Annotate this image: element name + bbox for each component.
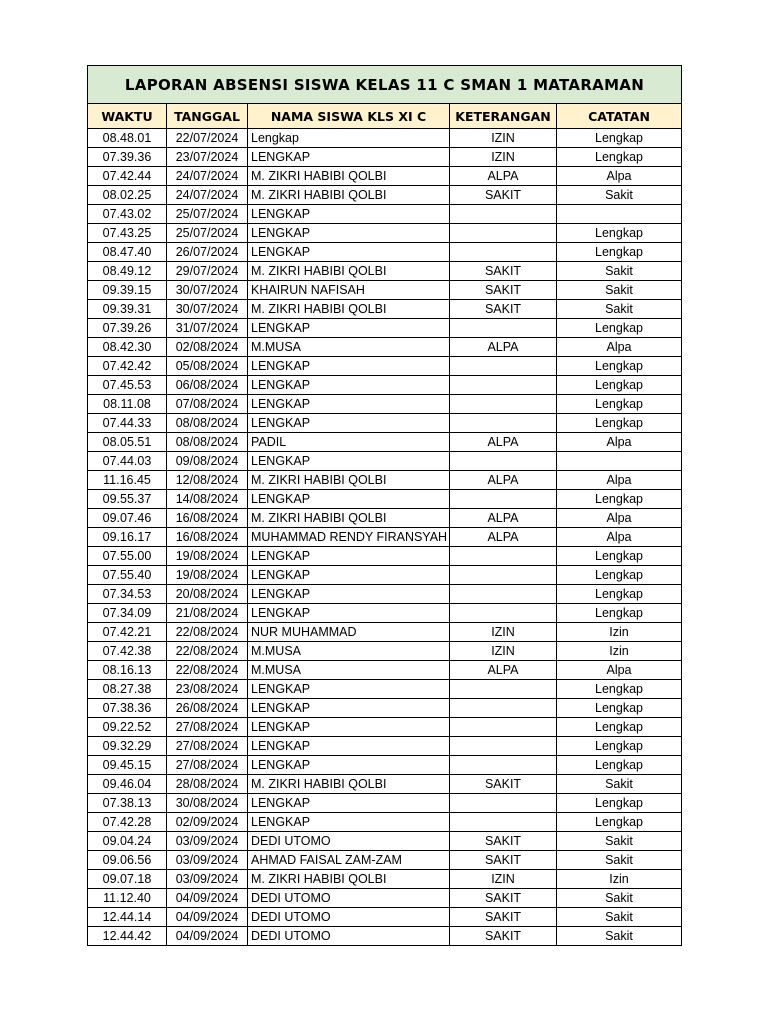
table-row: [88, 471, 682, 490]
note-cell[interactable]: Lengkap: [557, 129, 682, 148]
time-cell[interactable]: 08.42.30: [88, 338, 167, 357]
table-row: [88, 813, 682, 832]
status-cell[interactable]: ALPA: [450, 471, 557, 490]
table-row: [88, 794, 682, 813]
note-cell[interactable]: Lengkap: [557, 756, 682, 775]
date-cell[interactable]: 19/08/2024: [167, 566, 248, 585]
time-cell[interactable]: 07.39.26: [88, 319, 167, 338]
student-name-cell[interactable]: KHAIRUN NAFISAH: [248, 281, 450, 300]
note-cell[interactable]: Lengkap: [557, 566, 682, 585]
student-name-cell[interactable]: LENGKAP: [248, 699, 450, 718]
note-cell[interactable]: Lengkap: [557, 680, 682, 699]
table-row: [88, 224, 682, 243]
note-cell[interactable]: Lengkap: [557, 737, 682, 756]
status-cell[interactable]: SAKIT: [450, 300, 557, 319]
date-cell[interactable]: 31/07/2024: [167, 319, 248, 338]
status-cell[interactable]: SAKIT: [450, 281, 557, 300]
student-name-cell[interactable]: Lengkap: [248, 129, 450, 148]
time-cell[interactable]: 09.07.18: [88, 870, 167, 889]
time-cell[interactable]: 09.46.04: [88, 775, 167, 794]
note-cell[interactable]: Sakit: [557, 927, 682, 946]
note-cell[interactable]: Lengkap: [557, 585, 682, 604]
student-name-cell[interactable]: LENGKAP: [248, 813, 450, 832]
time-cell[interactable]: 09.32.29: [88, 737, 167, 756]
date-cell[interactable]: 14/08/2024: [167, 490, 248, 509]
time-cell[interactable]: 09.39.31: [88, 300, 167, 319]
status-cell[interactable]: [450, 566, 557, 585]
table-row: [88, 680, 682, 699]
student-name-cell[interactable]: LENGKAP: [248, 224, 450, 243]
status-cell[interactable]: ALPA: [450, 338, 557, 357]
time-cell[interactable]: 09.16.17: [88, 528, 167, 547]
date-cell[interactable]: 30/07/2024: [167, 281, 248, 300]
time-cell[interactable]: 07.43.25: [88, 224, 167, 243]
status-cell[interactable]: [450, 794, 557, 813]
table-row: [88, 357, 682, 376]
table-row: [88, 832, 682, 851]
date-cell[interactable]: 25/07/2024: [167, 224, 248, 243]
status-cell[interactable]: IZIN: [450, 129, 557, 148]
status-cell[interactable]: SAKIT: [450, 908, 557, 927]
time-cell[interactable]: 07.42.38: [88, 642, 167, 661]
table-row: [88, 376, 682, 395]
time-cell[interactable]: 08.47.40: [88, 243, 167, 262]
note-cell[interactable]: Lengkap: [557, 357, 682, 376]
time-cell[interactable]: 08.27.38: [88, 680, 167, 699]
note-cell[interactable]: Lengkap: [557, 604, 682, 623]
note-cell[interactable]: Lengkap: [557, 718, 682, 737]
date-cell[interactable]: 09/08/2024: [167, 452, 248, 471]
note-cell[interactable]: Izin: [557, 870, 682, 889]
student-name-cell[interactable]: LENGKAP: [248, 243, 450, 262]
time-cell[interactable]: 07.55.40: [88, 566, 167, 585]
table-row: [88, 908, 682, 927]
student-name-cell[interactable]: LENGKAP: [248, 718, 450, 737]
status-cell[interactable]: [450, 452, 557, 471]
note-cell[interactable]: Lengkap: [557, 699, 682, 718]
status-cell[interactable]: IZIN: [450, 623, 557, 642]
status-cell[interactable]: [450, 718, 557, 737]
note-cell[interactable]: Alpa: [557, 471, 682, 490]
table-row: [88, 642, 682, 661]
date-cell[interactable]: 06/08/2024: [167, 376, 248, 395]
table-row: [88, 889, 682, 908]
note-cell[interactable]: Alpa: [557, 509, 682, 528]
table-row: [88, 547, 682, 566]
note-cell[interactable]: Sakit: [557, 851, 682, 870]
student-name-cell[interactable]: DEDI UTOMO: [248, 927, 450, 946]
date-cell[interactable]: 04/09/2024: [167, 927, 248, 946]
date-cell[interactable]: 24/07/2024: [167, 186, 248, 205]
column-header-nama-siswa[interactable]: NAMA SISWA KLS XI C: [248, 104, 450, 129]
date-cell[interactable]: 27/08/2024: [167, 756, 248, 775]
note-cell[interactable]: Alpa: [557, 528, 682, 547]
table-row: [88, 927, 682, 946]
date-cell[interactable]: 02/08/2024: [167, 338, 248, 357]
status-cell[interactable]: IZIN: [450, 870, 557, 889]
table-row: [88, 661, 682, 680]
time-cell[interactable]: 07.39.36: [88, 148, 167, 167]
date-cell[interactable]: 22/08/2024: [167, 642, 248, 661]
table-row: [88, 737, 682, 756]
student-name-cell[interactable]: LENGKAP: [248, 547, 450, 566]
student-name-cell[interactable]: LENGKAP: [248, 737, 450, 756]
student-name-cell[interactable]: DEDI UTOMO: [248, 832, 450, 851]
time-cell[interactable]: 12.44.42: [88, 927, 167, 946]
status-cell[interactable]: IZIN: [450, 642, 557, 661]
student-name-cell[interactable]: NUR MUHAMMAD: [248, 623, 450, 642]
date-cell[interactable]: 04/09/2024: [167, 889, 248, 908]
date-cell[interactable]: 19/08/2024: [167, 547, 248, 566]
table-row: [88, 623, 682, 642]
status-cell[interactable]: SAKIT: [450, 851, 557, 870]
status-cell[interactable]: [450, 604, 557, 623]
note-cell[interactable]: Lengkap: [557, 395, 682, 414]
status-cell[interactable]: [450, 414, 557, 433]
date-cell[interactable]: 26/07/2024: [167, 243, 248, 262]
table-row: [88, 433, 682, 452]
status-cell[interactable]: [450, 357, 557, 376]
date-cell[interactable]: 02/09/2024: [167, 813, 248, 832]
time-cell[interactable]: 09.45.15: [88, 756, 167, 775]
note-cell[interactable]: Sakit: [557, 300, 682, 319]
table-row: [88, 262, 682, 281]
date-cell[interactable]: 28/08/2024: [167, 775, 248, 794]
time-cell[interactable]: 09.07.46: [88, 509, 167, 528]
student-name-cell[interactable]: M. ZIKRI HABIBI QOLBI: [248, 509, 450, 528]
note-cell[interactable]: [557, 452, 682, 471]
date-cell[interactable]: 24/07/2024: [167, 167, 248, 186]
status-cell[interactable]: [450, 699, 557, 718]
time-cell[interactable]: 07.38.36: [88, 699, 167, 718]
table-row: [88, 490, 682, 509]
date-cell[interactable]: 08/08/2024: [167, 414, 248, 433]
table-row: [88, 452, 682, 471]
note-cell[interactable]: Sakit: [557, 262, 682, 281]
time-cell[interactable]: 07.44.03: [88, 452, 167, 471]
status-cell[interactable]: [450, 585, 557, 604]
status-cell[interactable]: [450, 737, 557, 756]
status-cell[interactable]: [450, 490, 557, 509]
attendance-table: [87, 65, 682, 946]
status-cell[interactable]: [450, 319, 557, 338]
column-header-tanggal[interactable]: TANGGAL: [167, 104, 248, 129]
student-name-cell[interactable]: DEDI UTOMO: [248, 889, 450, 908]
student-name-cell[interactable]: M. ZIKRI HABIBI QOLBI: [248, 471, 450, 490]
student-name-cell[interactable]: M. ZIKRI HABIBI QOLBI: [248, 870, 450, 889]
student-name-cell[interactable]: M.MUSA: [248, 661, 450, 680]
column-header-catatan[interactable]: CATATAN: [557, 104, 682, 129]
note-cell[interactable]: Lengkap: [557, 319, 682, 338]
table-row: [88, 129, 682, 148]
status-cell[interactable]: ALPA: [450, 661, 557, 680]
student-name-cell[interactable]: LENGKAP: [248, 205, 450, 224]
date-cell[interactable]: 04/09/2024: [167, 908, 248, 927]
note-cell[interactable]: [557, 205, 682, 224]
table-row: [88, 566, 682, 585]
date-cell[interactable]: 22/08/2024: [167, 661, 248, 680]
status-cell[interactable]: SAKIT: [450, 186, 557, 205]
table-row: [88, 148, 682, 167]
note-cell[interactable]: Lengkap: [557, 414, 682, 433]
status-cell[interactable]: [450, 547, 557, 566]
time-cell[interactable]: 08.49.12: [88, 262, 167, 281]
student-name-cell[interactable]: DEDI UTOMO: [248, 908, 450, 927]
student-name-cell[interactable]: LENGKAP: [248, 148, 450, 167]
date-cell[interactable]: 22/07/2024: [167, 129, 248, 148]
status-cell[interactable]: ALPA: [450, 509, 557, 528]
student-name-cell[interactable]: LENGKAP: [248, 490, 450, 509]
date-cell[interactable]: 16/08/2024: [167, 509, 248, 528]
table-row: [88, 604, 682, 623]
time-cell[interactable]: 09.55.37: [88, 490, 167, 509]
time-cell[interactable]: 07.42.44: [88, 167, 167, 186]
time-cell[interactable]: 09.22.52: [88, 718, 167, 737]
table-row: [88, 699, 682, 718]
student-name-cell[interactable]: M. ZIKRI HABIBI QOLBI: [248, 262, 450, 281]
table-row: [88, 509, 682, 528]
student-name-cell[interactable]: LENGKAP: [248, 357, 450, 376]
note-cell[interactable]: Izin: [557, 623, 682, 642]
status-cell[interactable]: [450, 376, 557, 395]
student-name-cell[interactable]: M. ZIKRI HABIBI QOLBI: [248, 186, 450, 205]
student-name-cell[interactable]: M. ZIKRI HABIBI QOLBI: [248, 167, 450, 186]
note-cell[interactable]: Lengkap: [557, 547, 682, 566]
student-name-cell[interactable]: M. ZIKRI HABIBI QOLBI: [248, 775, 450, 794]
time-cell[interactable]: 07.42.28: [88, 813, 167, 832]
note-cell[interactable]: Sakit: [557, 889, 682, 908]
status-cell[interactable]: [450, 395, 557, 414]
table-row: [88, 870, 682, 889]
note-cell[interactable]: Lengkap: [557, 794, 682, 813]
time-cell[interactable]: 11.12.40: [88, 889, 167, 908]
time-cell[interactable]: 12.44.14: [88, 908, 167, 927]
time-cell[interactable]: 07.45.53: [88, 376, 167, 395]
date-cell[interactable]: 27/08/2024: [167, 737, 248, 756]
table-row: [88, 718, 682, 737]
table-row: [88, 319, 682, 338]
date-cell[interactable]: 07/08/2024: [167, 395, 248, 414]
date-cell[interactable]: 21/08/2024: [167, 604, 248, 623]
student-name-cell[interactable]: PADIL: [248, 433, 450, 452]
student-name-cell[interactable]: LENGKAP: [248, 794, 450, 813]
status-cell[interactable]: [450, 756, 557, 775]
date-cell[interactable]: 25/07/2024: [167, 205, 248, 224]
status-cell[interactable]: SAKIT: [450, 927, 557, 946]
table-row: [88, 300, 682, 319]
status-cell[interactable]: ALPA: [450, 433, 557, 452]
time-cell[interactable]: 08.16.13: [88, 661, 167, 680]
header-row: [88, 104, 682, 129]
note-cell[interactable]: Sakit: [557, 908, 682, 927]
note-cell[interactable]: Alpa: [557, 433, 682, 452]
note-cell[interactable]: Lengkap: [557, 148, 682, 167]
student-name-cell[interactable]: MUHAMMAD RENDY FIRANSYAH: [248, 528, 450, 547]
table-row: [88, 338, 682, 357]
student-name-cell[interactable]: LENGKAP: [248, 376, 450, 395]
date-cell[interactable]: 16/08/2024: [167, 528, 248, 547]
time-cell[interactable]: 08.05.51: [88, 433, 167, 452]
date-cell[interactable]: 29/07/2024: [167, 262, 248, 281]
date-cell[interactable]: 27/08/2024: [167, 718, 248, 737]
student-name-cell[interactable]: M.MUSA: [248, 642, 450, 661]
time-cell[interactable]: 07.42.21: [88, 623, 167, 642]
date-cell[interactable]: 12/08/2024: [167, 471, 248, 490]
status-cell[interactable]: IZIN: [450, 148, 557, 167]
student-name-cell[interactable]: M. ZIKRI HABIBI QOLBI: [248, 300, 450, 319]
column-header-waktu[interactable]: WAKTU: [88, 104, 167, 129]
note-cell[interactable]: Izin: [557, 642, 682, 661]
time-cell[interactable]: 08.11.08: [88, 395, 167, 414]
note-cell[interactable]: Alpa: [557, 167, 682, 186]
status-cell[interactable]: SAKIT: [450, 775, 557, 794]
student-name-cell[interactable]: LENGKAP: [248, 585, 450, 604]
title-row: [88, 66, 682, 104]
date-cell[interactable]: 03/09/2024: [167, 832, 248, 851]
table-row: [88, 414, 682, 433]
date-cell[interactable]: 03/09/2024: [167, 851, 248, 870]
time-cell[interactable]: 07.43.02: [88, 205, 167, 224]
time-cell[interactable]: 07.55.00: [88, 547, 167, 566]
student-name-cell[interactable]: LENGKAP: [248, 680, 450, 699]
date-cell[interactable]: 08/08/2024: [167, 433, 248, 452]
status-cell[interactable]: SAKIT: [450, 889, 557, 908]
student-name-cell[interactable]: LENGKAP: [248, 319, 450, 338]
student-name-cell[interactable]: LENGKAP: [248, 566, 450, 585]
status-cell[interactable]: [450, 224, 557, 243]
date-cell[interactable]: 30/08/2024: [167, 794, 248, 813]
status-cell[interactable]: ALPA: [450, 528, 557, 547]
student-name-cell[interactable]: M.MUSA: [248, 338, 450, 357]
status-cell[interactable]: SAKIT: [450, 832, 557, 851]
column-header-keterangan[interactable]: KETERANGAN: [450, 104, 557, 129]
date-cell[interactable]: 30/07/2024: [167, 300, 248, 319]
date-cell[interactable]: 03/09/2024: [167, 870, 248, 889]
status-cell[interactable]: [450, 243, 557, 262]
time-cell[interactable]: 09.39.15: [88, 281, 167, 300]
student-name-cell[interactable]: AHMAD FAISAL ZAM-ZAM: [248, 851, 450, 870]
note-cell[interactable]: Lengkap: [557, 490, 682, 509]
table-row: [88, 775, 682, 794]
student-name-cell[interactable]: LENGKAP: [248, 604, 450, 623]
date-cell[interactable]: 26/08/2024: [167, 699, 248, 718]
note-cell[interactable]: Lengkap: [557, 813, 682, 832]
date-cell[interactable]: 23/07/2024: [167, 148, 248, 167]
date-cell[interactable]: 22/08/2024: [167, 623, 248, 642]
status-cell[interactable]: [450, 680, 557, 699]
table-row: [88, 281, 682, 300]
status-cell[interactable]: ALPA: [450, 167, 557, 186]
time-cell[interactable]: 09.06.56: [88, 851, 167, 870]
note-cell[interactable]: Sakit: [557, 775, 682, 794]
time-cell[interactable]: 08.02.25: [88, 186, 167, 205]
date-cell[interactable]: 23/08/2024: [167, 680, 248, 699]
student-name-cell[interactable]: LENGKAP: [248, 756, 450, 775]
table-row: [88, 528, 682, 547]
report-title[interactable]: LAPORAN ABSENSI SISWA KELAS 11 C SMAN 1 MATARAMAN: [88, 66, 682, 104]
note-cell[interactable]: Lengkap: [557, 376, 682, 395]
time-cell[interactable]: 07.34.53: [88, 585, 167, 604]
time-cell[interactable]: 09.04.24: [88, 832, 167, 851]
note-cell[interactable]: Lengkap: [557, 224, 682, 243]
note-cell[interactable]: Alpa: [557, 338, 682, 357]
status-cell[interactable]: [450, 205, 557, 224]
time-cell[interactable]: 11.16.45: [88, 471, 167, 490]
student-name-cell[interactable]: LENGKAP: [248, 414, 450, 433]
status-cell[interactable]: SAKIT: [450, 262, 557, 281]
status-cell[interactable]: [450, 813, 557, 832]
time-cell[interactable]: 07.38.13: [88, 794, 167, 813]
note-cell[interactable]: Lengkap: [557, 243, 682, 262]
student-name-cell[interactable]: LENGKAP: [248, 395, 450, 414]
date-cell[interactable]: 20/08/2024: [167, 585, 248, 604]
table-row: [88, 585, 682, 604]
note-cell[interactable]: Sakit: [557, 281, 682, 300]
time-cell[interactable]: 07.42.42: [88, 357, 167, 376]
note-cell[interactable]: Sakit: [557, 832, 682, 851]
note-cell[interactable]: Alpa: [557, 661, 682, 680]
table-row: [88, 395, 682, 414]
date-cell[interactable]: 05/08/2024: [167, 357, 248, 376]
time-cell[interactable]: 08.48.01: [88, 129, 167, 148]
table-row: [88, 851, 682, 870]
table-row: [88, 756, 682, 775]
time-cell[interactable]: 07.44.33: [88, 414, 167, 433]
note-cell[interactable]: Sakit: [557, 186, 682, 205]
student-name-cell[interactable]: LENGKAP: [248, 452, 450, 471]
table-row: [88, 167, 682, 186]
table-row: [88, 243, 682, 262]
table-row: [88, 205, 682, 224]
time-cell[interactable]: 07.34.09: [88, 604, 167, 623]
table-row: [88, 186, 682, 205]
